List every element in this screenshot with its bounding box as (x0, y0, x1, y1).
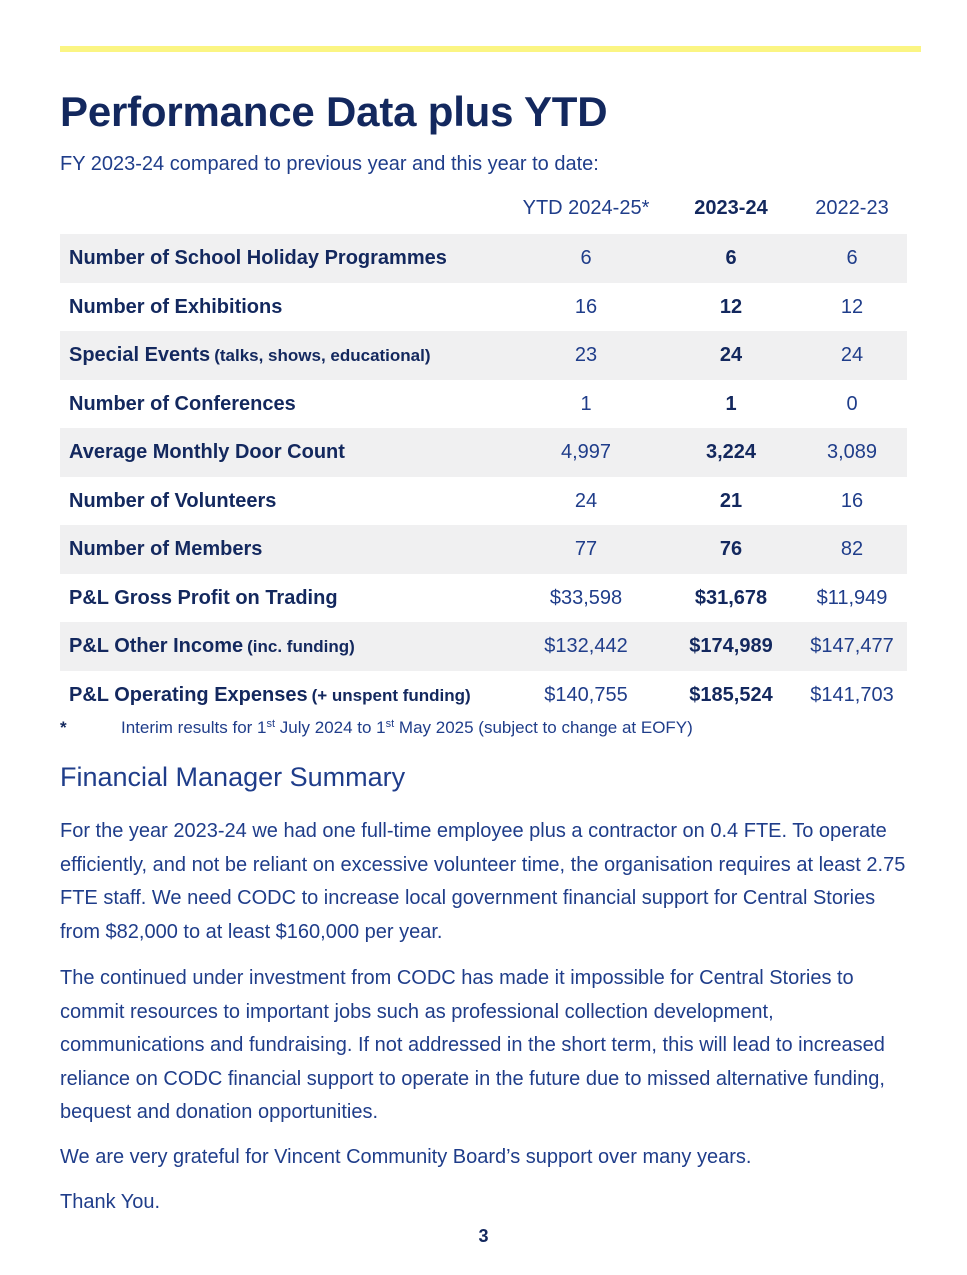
row-label: Average Monthly Door Count (69, 441, 345, 463)
value-ytd: 77 (574, 538, 598, 560)
row-label: Number of School Holiday Programmes (69, 247, 447, 269)
column-header-ytd: YTD 2024-25* (522, 197, 650, 219)
value-2022-23: 12 (840, 295, 864, 318)
value-ytd: 1 (580, 392, 592, 415)
value-2022-23: $141,703 (810, 683, 894, 706)
table-row (60, 622, 907, 671)
value-2023-24: $31,678 (694, 586, 768, 609)
table-row (60, 380, 907, 429)
value-2023-24: 3,224 (705, 441, 757, 463)
value-2023-24: 24 (719, 344, 743, 366)
value-2023-24: 21 (719, 489, 743, 512)
row-label: P&L Operating Expenses (+ unspent funding) (69, 683, 471, 706)
column-header-2023-24: 2023-24 (694, 197, 768, 219)
value-2023-24: $185,524 (689, 683, 773, 706)
value-2022-23: 24 (840, 344, 864, 366)
accent-bar (60, 46, 921, 52)
value-ytd: 24 (574, 489, 598, 512)
value-2022-23: $147,477 (810, 635, 894, 657)
value-2022-23: 82 (840, 538, 864, 560)
value-2023-24: 1 (725, 392, 737, 415)
value-2022-23: 6 (846, 247, 858, 269)
page-subtitle: FY 2023-24 compared to previous year and this year to date: (60, 153, 599, 175)
value-ytd: $33,598 (549, 586, 623, 609)
value-2023-24: 6 (725, 247, 737, 269)
row-label-note: (+ unspent funding) (311, 685, 471, 705)
table-row (60, 671, 907, 720)
value-ytd: 23 (574, 344, 598, 366)
row-label: Number of Volunteers (69, 489, 277, 512)
summary-paragraph: Thank You. (60, 1191, 161, 1213)
row-label: P&L Gross Profit on Trading (69, 586, 338, 609)
table-row (60, 428, 907, 477)
row-label: Number of Exhibitions (69, 295, 283, 318)
page-number: 3 (478, 1226, 489, 1246)
table-row (60, 283, 907, 332)
column-header-2022-23: 2022-23 (815, 197, 889, 219)
table-row (60, 331, 907, 380)
page-title: Performance Data plus YTD (60, 88, 608, 135)
summary-heading: Financial Manager Summary (60, 762, 406, 792)
value-ytd: 6 (580, 247, 592, 269)
row-label: Number of Members (69, 538, 263, 560)
row-label: Special Events (talks, shows, educational) (69, 344, 431, 366)
summary-paragraph: For the year 2023-24 we had one full-time employee plus a contractor on 0.4 FTE. To operate efficiently, and not be reliant on excessive volunteer time, the organisation requires at least 2.75 FTE staff. We need CODC to increase local government financial support for Central Stories from $82,000 to at least $160,000 per year. (60, 820, 906, 943)
value-2022-23: $11,949 (816, 586, 888, 609)
table-row (60, 525, 907, 574)
footnote-marker: * (60, 718, 67, 737)
value-ytd: $132,442 (544, 635, 628, 657)
footnote-text: Interim results for 1st July 2024 to 1st May 2025 (subject to change at EOFY) (121, 718, 693, 737)
value-2022-23: 3,089 (826, 441, 878, 463)
row-label-note: (talks, shows, educational) (214, 346, 431, 365)
row-label: Number of Conferences (69, 392, 296, 415)
value-2022-23: 0 (846, 392, 858, 415)
table-row (60, 477, 907, 526)
value-2023-24: 76 (719, 538, 743, 560)
summary-paragraph: The continued under investment from CODC has made it impossible for Central Stories to commit resources to important jobs such as professional collection development, communications and fundraising. If not addressed in the short term, this will lead to increased reliance on CODC financial support to operate in the future due to missed alternative funding, bequest and donation opportunities. (60, 967, 885, 1124)
value-2023-24: $174,989 (689, 635, 773, 657)
value-2023-24: 12 (719, 295, 743, 318)
value-ytd: 4,997 (560, 441, 612, 463)
value-2022-23: 16 (840, 489, 864, 512)
value-ytd: 16 (574, 295, 598, 318)
performance-table (60, 234, 907, 719)
table-row (60, 234, 907, 283)
summary-paragraph: We are very grateful for Vincent Community Board’s support over many years. (60, 1146, 752, 1168)
value-ytd: $140,755 (544, 683, 628, 706)
row-label: P&L Other Income (inc. funding) (69, 635, 355, 657)
row-label-note: (inc. funding) (247, 637, 355, 656)
table-row (60, 574, 907, 623)
